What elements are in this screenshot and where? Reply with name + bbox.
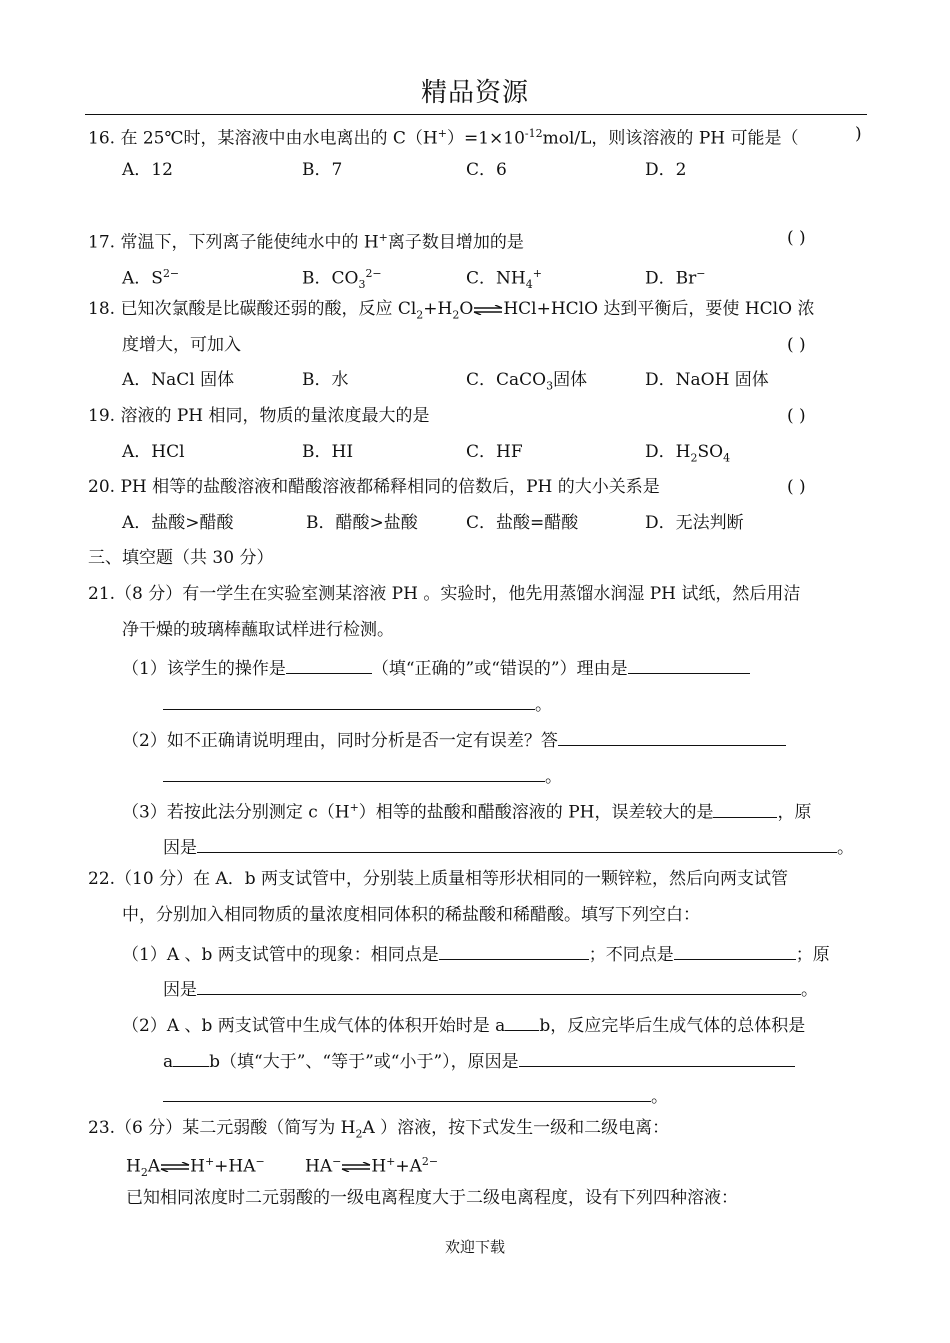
q17-option-a: A．$S^{2-}$: [122, 267, 180, 289]
q16-stem: 16. 在 25℃时，某溶液中由水电离出的 $C(H^+)=1\times 10^{-12}mol/L$，则该溶液的 PH 可能是（: [88, 127, 799, 149]
q19-option-c: C．HF: [466, 442, 523, 462]
q21-part2-line2: 。: [163, 763, 562, 787]
q20-option-b: B．醋酸>盐酸: [306, 513, 418, 533]
answer-blank[interactable]: [558, 727, 786, 746]
q16-option-b: B．7: [302, 160, 343, 180]
q17-option-c: C．$NH_4^+$: [466, 267, 542, 292]
q20-option-c: C．盐酸=醋酸: [466, 513, 579, 533]
q19-paren: ( ): [787, 406, 806, 426]
q18-option-a: A．NaCl 固体: [122, 370, 235, 390]
q20-stem: 20. PH 相等的盐酸溶液和醋酸溶液都稀释相同的倍数后，PH 的大小关系是: [88, 477, 660, 497]
q21-part3-line2: 因是 。: [163, 834, 854, 858]
answer-blank[interactable]: [163, 1083, 651, 1102]
q16-paren: ): [855, 124, 862, 144]
answer-blank[interactable]: [286, 655, 372, 674]
q22-line1: 22.（10 分）在 A．b 两支试管中，分别装上质量相等形状相同的一颗锌粒，然后向两支试管: [88, 869, 789, 889]
q18-stem-line2: 度增大，可加入: [122, 335, 241, 355]
q18-stem: 18. 已知次氯酸是比碳酸还弱的酸，反应 $Cl_2+H_2O$ HCl+HClO 达到平衡后，要使 HClO 浓: [88, 299, 815, 322]
q22-line2: 中，分别加入相同物质的量浓度相同体积的稀盐酸和稀醋酸。填写下列空白：: [122, 905, 700, 925]
q19-option-a: A．HCl: [122, 442, 185, 462]
q21-part3: （3）若按此法分别测定 c（H+）相等的盐酸和醋酸溶液的 PH，误差较大的是 ，原: [122, 798, 811, 823]
answer-blank[interactable]: [713, 799, 777, 818]
q23-line1: 23.（6 分）某二元弱酸（简写为 $H_2A$ ）溶液，按下式发生一级和二级电离：: [88, 1118, 670, 1141]
answer-blank[interactable]: [505, 1012, 539, 1031]
q18-paren: ( ): [787, 335, 806, 355]
q22-part1-line2: 因是 。: [163, 976, 818, 1000]
q18-option-c: C．CaCO$_3$固体: [466, 370, 588, 393]
equilibrium-arrow-icon: [473, 305, 503, 315]
q18-option-d: D．NaOH 固体: [645, 370, 769, 390]
q16-option-a: A．12: [122, 160, 173, 180]
q17-paren: ( ): [787, 228, 806, 248]
q19-option-b: B．HI: [302, 442, 354, 462]
section-title: 三、填空题（共 30 分）: [88, 548, 274, 568]
q23-equation-2: HA− $H^++A^{2-}$: [305, 1155, 439, 1177]
answer-blank[interactable]: [674, 941, 796, 960]
q18-option-b: B．水: [302, 370, 349, 390]
q20-paren: ( ): [787, 477, 806, 497]
q19-stem: 19. 溶液的 PH 相同，物质的量浓度最大的是: [88, 406, 430, 426]
q23-line3: 已知相同浓度时二元弱酸的一级电离程度大于二级电离程度，设有下列四种溶液：: [126, 1188, 738, 1208]
q21-part1: （1）该学生的操作是 （填“正确的”或“错误的”）理由是: [122, 655, 750, 679]
answer-blank[interactable]: [163, 691, 535, 710]
answer-blank[interactable]: [628, 655, 750, 674]
equilibrium-arrow-icon: [341, 1162, 371, 1172]
q21-part1-line2: 。: [163, 691, 552, 715]
answer-blank[interactable]: [163, 763, 545, 782]
q20-option-d: D．无法判断: [645, 513, 744, 533]
q22-part1: （1）A 、b 两支试管中的现象：相同点是 ；不同点是 ；原: [122, 941, 830, 965]
q21-line1: 21.（8 分）有一学生在实验室测某溶液 PH 。实验时，他先用蒸馏水润湿 PH 试纸，然后用洁: [88, 584, 801, 604]
q22-part2-line3: 。: [163, 1083, 668, 1107]
answer-blank[interactable]: [197, 976, 801, 995]
q22-part2: （2）A 、b 两支试管中生成气体的体积开始时是 a b，反应完毕后生成气体的总体积是: [122, 1012, 805, 1036]
q16-option-d: D．2: [645, 160, 687, 180]
answer-blank[interactable]: [173, 1048, 209, 1067]
answer-blank[interactable]: [197, 834, 837, 853]
q21-part2: （2）如不正确请说明理由，同时分析是否一定有误差？答: [122, 727, 786, 751]
header-rule: [85, 114, 867, 115]
q17-stem: 17. 常温下，下列离子能使纯水中的 H+离子数目增加的是: [88, 231, 524, 253]
answer-blank[interactable]: [519, 1048, 795, 1067]
q17-option-b: B．$CO_3^{2-}$: [302, 267, 382, 292]
q19-option-d: D．$H_2SO_4$: [645, 442, 731, 465]
q23-equation-1: $H_2A$ H++HA−: [126, 1155, 265, 1180]
page-header-title: 精品资源: [420, 78, 529, 108]
q22-part2-line2: a b（填“大于”、“等于”或“小于”），原因是: [163, 1048, 795, 1072]
q21-line2: 净干燥的玻璃棒蘸取试样进行检测。: [122, 620, 394, 640]
page-footer: 欢迎下载: [444, 1238, 505, 1256]
equilibrium-arrow-icon: [160, 1162, 190, 1172]
q20-option-a: A．盐酸>醋酸: [122, 513, 234, 533]
q17-option-d: D．Br−: [645, 267, 706, 289]
answer-blank[interactable]: [439, 941, 589, 960]
q16-option-c: C．6: [466, 160, 507, 180]
